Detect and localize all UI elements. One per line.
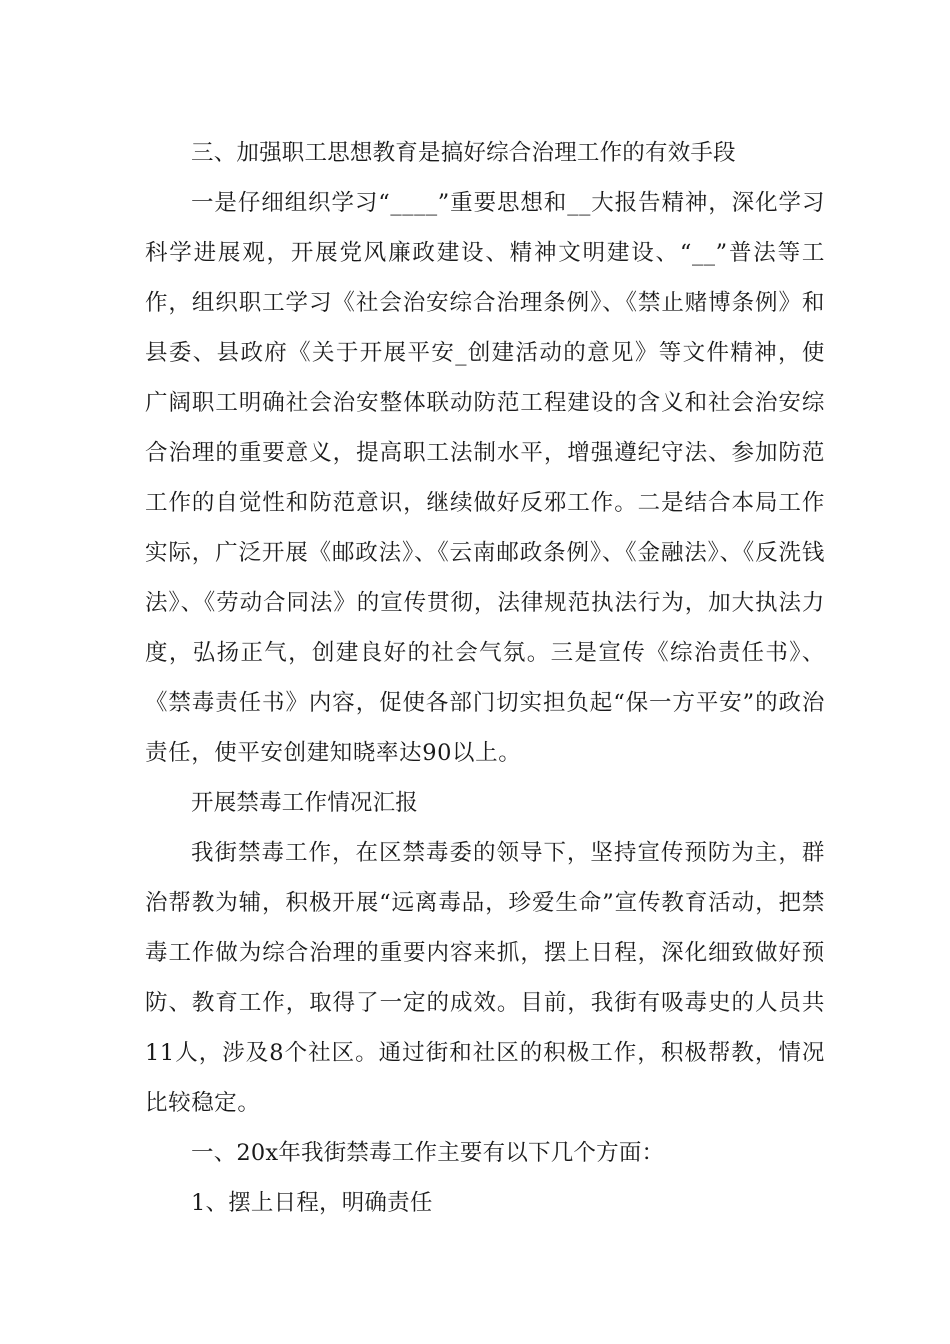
body-paragraph-education: 一是仔细组织学习“____”重要思想和__大报告精神，深化学习科学进展观，开展党风廉政建设、精神文明建设、“__”普法等工作，组织职工学习《社会治安综合治理条例》、《禁止赌博条例》和县委、县政府《关于开展平安_创建活动的意见》等文件精神，使广阔职工明确社会治安整体联动防范工程建设的含义和社会治安综合治理的重要意义，提高职工法制水平，增强遵纪守法、参加防范工作的自觉性和防范意识，继续做好反邪工作。二是结合本局工作实际，广泛开展《邮政法》、《云南邮政条例》、《金融法》、《反洗钱法》、《劳动合同法》的宣传贯彻，法律规范执法行为，加大执法力度，弘扬正气，创建良好的社会气氛。三是宣传《综治责任书》、《禁毒责任书》内容，促使各部门切实担负起“保一方平安”的政治责任，使平安创建知晓率达90以上。 bbox=[145, 190, 825, 766]
section-heading-3: 三、加强职工思想教育是搞好综合治理工作的有效手段 bbox=[191, 140, 736, 166]
body-paragraph-drug-control: 我街禁毒工作，在区禁毒委的领导下，坚持宣传预防为主，群治帮教为辅，积极开展“远离毒品，珍爱生命”宣传教育活动，把禁毒工作做为综合治理的重要内容来抓，摆上日程，深化细致做好预防、教育工作，取得了一定的成效。目前，我街有吸毒史的人员共11人，涉及8个社区。通过街和社区的积极工作，积极帮教，情况比较稳定。 bbox=[145, 840, 825, 1116]
section-heading-1: 一、20x年我街禁毒工作主要有以下几个方面： bbox=[191, 1140, 665, 1166]
report-title: 开展禁毒工作情况汇报 bbox=[191, 790, 419, 816]
subsection-heading-1: 1、摆上日程，明确责任 bbox=[191, 1190, 433, 1216]
document-body bbox=[145, 128, 825, 1228]
